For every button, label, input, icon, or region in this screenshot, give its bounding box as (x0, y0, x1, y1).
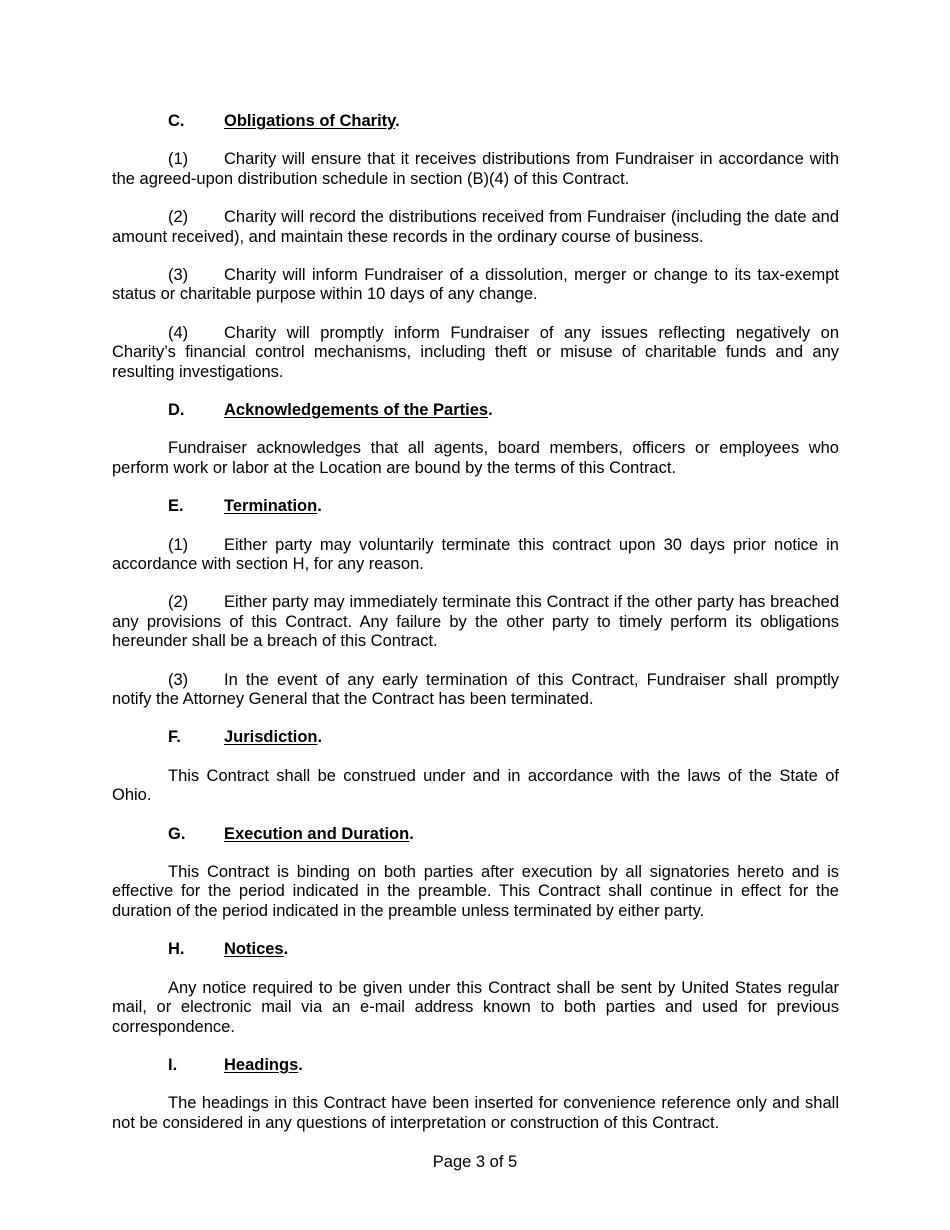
paragraph-number: (1) (168, 535, 189, 554)
document-body (112, 112, 839, 1133)
section-title: Headings. (224, 1055, 303, 1074)
section-title: Termination. (224, 497, 322, 516)
section-letter: G. (168, 824, 186, 843)
paragraph-number: (3) (168, 266, 189, 285)
page-number-footer: Page 3 of 5 (432, 1153, 518, 1171)
section-letter: I. (168, 1055, 178, 1074)
section-heading-i (112, 1056, 839, 1075)
paragraph-c3 (112, 266, 839, 305)
paragraph-i1: The headings in this Contract have been inserted for convenience reference only and shall not be considered in any questions of interpretation or construction of this Contract. (112, 1094, 839, 1132)
paragraph-h1: Any notice required to be given under this Contract shall be sent by United States regular mail, or electronic mail via an e-mail address known to both parties and used for previous correspondence. (112, 978, 839, 1036)
section-title: Obligations of Charity. (224, 112, 400, 130)
paragraph-e1 (112, 536, 839, 575)
section-letter: H. (168, 940, 185, 959)
section-letter: C. (168, 112, 185, 130)
section-letter: D. (168, 401, 185, 420)
paragraph-c2 (112, 208, 839, 247)
paragraph-e3 (112, 671, 839, 710)
paragraph-g1: This Contract is binding on both parties after execution by all signatories hereto and is effective for the period indicated in the preamble. This Contract shall continue in effect for the duration of the period indicated in the preamble unless terminated by either party. (112, 863, 839, 920)
paragraph-text: Charity will promptly inform Fundraiser of any issues reflecting negatively on Charity’s financial control mechanisms, including theft or misuse of charitable funds and any resulting investigations. (112, 323, 839, 381)
section-heading-c (112, 112, 839, 131)
paragraph-number: (3) (168, 670, 189, 689)
section-title: Jurisdiction. (224, 728, 323, 747)
paragraph-c1 (112, 150, 839, 189)
paragraph-number: (2) (168, 593, 189, 612)
paragraph-text: Charity will inform Fundraiser of a dissolution, merger or change to its tax-exempt status or charitable purpose within 10 days of any change. (112, 266, 839, 304)
section-title: Execution and Duration. (224, 824, 414, 843)
paragraph-text: Either party may immediately terminate this Contract if the other party has breached any provisions of this Contract. Any failure by the other party to timely perform its obligations hereunder shall be a breach of this Contract. (112, 593, 839, 651)
section-heading-g (112, 825, 839, 844)
paragraph-number: (2) (168, 208, 189, 227)
paragraph-text: Either party may voluntarily terminate this contract upon 30 days prior notice in accordance with section H, for any reason. (112, 535, 839, 574)
paragraph-text: Charity will record the distributions received from Fundraiser (including the date and amount received), and maintain these records in the ordinary course of business. (112, 208, 839, 246)
paragraph-text: Charity will ensure that it receives distributions from Fundraiser in accordance with the agreed-upon distribution schedule in section (B)(4) of this Contract. (112, 150, 839, 188)
section-letter: E. (168, 497, 184, 516)
paragraph-e2 (112, 593, 839, 651)
paragraph-d1: Fundraiser acknowledges that all agents, board members, officers or employees who perform work or labor at the Location are bound by the terms of this Contract. (112, 439, 839, 477)
paragraph-f1: This Contract shall be construed under and in accordance with the laws of the State of Ohio. (112, 766, 839, 805)
section-heading-d (112, 401, 839, 420)
paragraph-text: In the event of any early termination of this Contract, Fundraiser shall promptly notify the Attorney General that the Contract has been terminated. (112, 670, 839, 709)
section-heading-e (112, 497, 839, 516)
paragraph-number: (4) (168, 323, 189, 342)
section-title: Acknowledgements of the Parties. (224, 401, 493, 420)
section-heading-h (112, 940, 839, 959)
section-title: Notices. (224, 940, 289, 959)
paragraph-number: (1) (168, 150, 189, 169)
paragraph-c4 (112, 324, 839, 382)
section-letter: F. (168, 728, 181, 747)
section-heading-f (112, 728, 839, 747)
